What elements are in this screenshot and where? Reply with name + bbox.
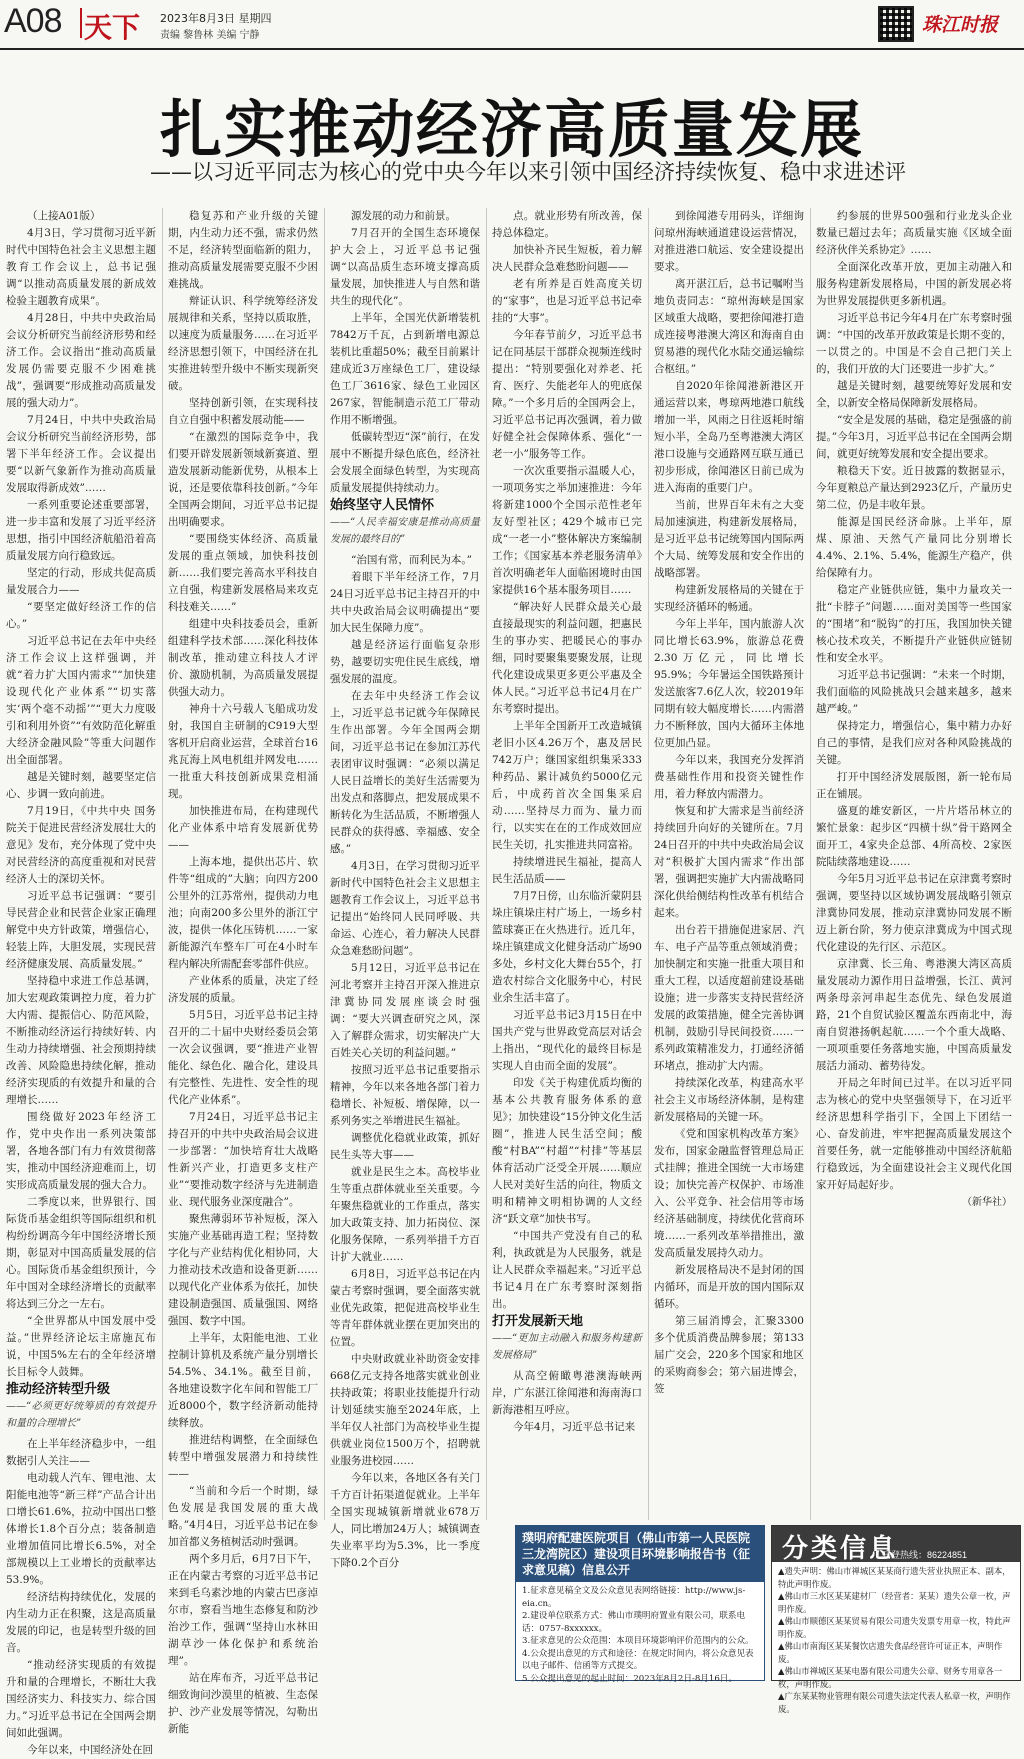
paragraph: 越是关键时刻，越要坚定信心、步调一致向前进。 (6, 771, 156, 800)
paragraph: 经济结构持续优化，发展的内生动力正在积聚，这是高质量发展的印记，也是转型升级的回音。 (6, 1591, 156, 1654)
paragraph: 产业体系的质量，决定了经济发展的质量。 (168, 975, 318, 1004)
paragraph: 一次次重要指示温暖人心，一项项务实之举加速推进：今年将新建1000个全国示范性老年友好型社区；429个城市已完成“一老一小”整体解决方案编制工作；《国家基本养老服务清单》首次明确老年人面临困境时由国家提供16个基本服务项目…… (492, 465, 642, 596)
paragraph: 7月召开的全国生态环境保护大会上，习近平总书记强调“以高品质生态环境支撑高质量发展，加快推进人与自然和谐共生的现代化”。 (330, 227, 480, 307)
paragraph: 6月8日，习近平总书记在内蒙古考察时强调，要全面落实就业优先政策，把促进高校毕业生等青年群体就业摆在更加突出的位置。 (330, 1268, 480, 1348)
paragraph: 加快补齐民生短板，着力解决人民群众急难愁盼问题—— (492, 244, 642, 273)
paragraph: 坚定的行动，形成共促高质量发展合力—— (6, 567, 156, 596)
section-name: 天下 (84, 11, 141, 44)
paragraph: 低碳转型迈“深”前行，在发展中不断提升绿色底色，经济社会发展全面绿色转型，为实现高质量发展提供持续动力。 (330, 431, 480, 494)
paragraph: 稳定产业链供应链，集中力量攻关一批“卡脖子”问题……面对美国等一些国家的“围堵”和“脱钩”的打压，我国加快关键核心技术攻关，不断提升产业链供应链韧性和安全水平。 (816, 584, 1012, 664)
paragraph: 今年上半年，国内旅游人次同比增长63.9%，旅游总花费2.30万亿元，同比增长95.9%；今年暑运全国铁路预计发送旅客7.6亿人次，较2019年同期有较大幅度增长……内需潜力不断释放，国内大循环主体地位更加凸显。 (654, 618, 804, 749)
classified-item: ▲佛山市顺德区某某贸易有限公司遗失发票专用章一枚，特此声明作废。 (778, 1616, 1011, 1639)
column-rule (810, 208, 811, 1520)
paragraph: 越是经济运行面临复杂形势，越要切实兜住民生底线，增强发展的温度。 (330, 639, 480, 685)
paragraph: 持续深化改革，构建高水平社会主义市场经济体制，是构建新发展格局的关键一环。 (654, 1077, 804, 1123)
article-column-4 (492, 208, 642, 1520)
paragraph: 习近平总书记强调：“未来一个时期，我们面临的风险挑战只会越来越多，越来越严峻。” (816, 669, 1012, 715)
paragraph: 着眼下半年经济工作，7月24日习近平总书记主持召开的中共中央政治局会议明确提出“要加大民生保障力度”。 (330, 571, 480, 634)
classified-ads (771, 1525, 1021, 1714)
paragraph: 盛夏的雄安新区，一片片塔吊林立的繁忙景象：起步区“四横十纵”骨干路网全面开工，4家央企总部、4所高校、2家医院陆续落地建设…… (816, 805, 1012, 868)
paragraph: “要围绕实体经济、高质量发展的重点领域，加快科技创新……我们要完善高水平科技自立自强，构建新发展格局来攻克科技难关……” (168, 533, 318, 613)
paragraph: 辩证认识、科学统筹经济发展规律和关系，坚持以质取胜，以速度为质量服务……在习近平经济思想引领下，中国经济在扎实推进转型升级中不断实现新突破。 (168, 295, 318, 392)
paragraph: 打开中国经济发展版图，新一轮布局正在铺展。 (816, 771, 1012, 800)
paragraph: 《党和国家机构改革方案》发布，国家金融监督管理总局正式挂牌；推进全国统一大市场建设；加快完善产权保护、市场准入、公平竞争、社会信用等市场经济基础制度，持续优化营商环境……一系列改革举措推出，激发高质量发展持久动力。 (654, 1128, 804, 1259)
page-number: A08 (4, 2, 62, 40)
paragraph: 5月12日，习近平总书记在河北考察并主持召开深入推进京津冀协同发展座谈会时强调：“要大兴调查研究之风，深入了解群众需求，切实解决广大百姓关心关切的利益问题。” (330, 962, 480, 1059)
classified-item: ▲佛山市禅城区某某电器有限公司遗失公章、财务专用章各一枚，声明作废。 (778, 1666, 1003, 1689)
paragraph: 坚持稳中求进工作总基调，加大宏观政策调控力度，着力扩大内需、提振信心、防范风险，不断推动经济运行持续好转、内生动力持续增强、社会预期持续改善、风险隐患持续化解，推动经济实现质的有效提升和量的合理增长…… (6, 975, 156, 1106)
paragraph: 习近平总书记3月15日在中国共产党与世界政党高层对话会上指出，“现代化的最终目标是实现人自由而全面的发展”。 (492, 1009, 642, 1072)
paragraph: 老有所养是百姓高度关切的“家事”，也是习近平总书记牵挂的“大事”。 (492, 278, 642, 324)
paragraph: “中国共产党没有自己的私利，执政就是为人民服务，就是让人民群众幸福起来。”习近平总书记4月在广东考察时深刻指出。 (492, 1230, 642, 1310)
paragraph: 上半年，太阳能电池、工业控制计算机及系统产量分别增长54.5%、34.1%。截至目前，各地建设数字化车间和智能工厂近8000个，数字经济新动能持续释放。 (168, 1332, 318, 1429)
paragraph: 5月5日，习近平总书记主持召开的二十届中央财经委员会第一次会议强调，要“推进产业智能化、绿色化、融合化，建设具有完整性、先进性、安全性的现代化产业体系”。 (168, 1009, 318, 1106)
paragraph: 自2020年徐闻港新港区开通运营以来，粤琼两地港口航线增加一半，风雨之日往返耗时缩短小半，全岛乃至粤港澳大湾区港口设施与交通路网互联互通已初步形成，徐闻港区日前已成为进入海南的重要门户。 (654, 380, 804, 494)
classified-item: ▲遗失声明：佛山市禅城区某某商行遗失营业执照正本、副本，特此声明作废。 (778, 1566, 1011, 1589)
paragraph: 围绕做好2023年经济工作，党中央作出一系列决策部署，各地各部门有力有效贯彻落实，推动中国经济迎难而上，切实形成高质量发展的强大合力。 (6, 1111, 156, 1191)
column-rule (486, 208, 487, 1520)
paragraph: 出台若干措施促进家居、汽车、电子产品等重点领域消费；加快制定和实施一批重大项目和重大工程，以适度超前建设基础设施；进一步落实支持民营经济发展的政策措施，健全完善协调机制，鼓励引导民间投资……一系列政策精准发力，打通经济循环堵点，推动扩大内需。 (654, 924, 804, 1072)
paragraph: 就业是民生之本。高校毕业生等重点群体就业至关重要。今年聚焦稳就业的工作重点，落实加大政策支持、加力拓岗位、深化服务保障，一系列举措千方百计扩大就业…… (330, 1166, 480, 1263)
paragraph: “治国有常，而利民为本。” (351, 554, 472, 566)
paragraph: 二季度以来，世界银行、国际货币基金组织等国际组织和机构纷纷调高今年中国经济增长预期，彰显对中国高质量发展的信心。国际货币基金组织预计，今年中国对全球经济增长的贡献率将达到三分之一左右。 (6, 1196, 156, 1310)
paragraph: 能源是国民经济命脉。上半年，原煤、原油、天然气产量同比分别增长4.4%、2.1%、5.4%，能源生产稳产，供给保障有力。 (816, 516, 1012, 579)
paragraph: 印发《关于构建优质均衡的基本公共教育服务体系的意见》；加快建设“15分钟文化生活圈”，推进人民生活空间；酸酸“村BA”“村超”“村排”等基层体育活动广泛受全开展……顺应人民对美好生活的向往，物质文明和精神文明相协调的人文经济“跃文章”加快书写。 (492, 1077, 642, 1225)
article-column-3 (330, 208, 480, 1569)
paragraph: 推进结构调整，在全面绿色转型中增强发展潜力和持续性—— (168, 1434, 318, 1480)
section-heading: 推动经济转型升级 (6, 1382, 111, 1397)
paragraph: 开局之年时间已过半。在以习近平同志为核心的党中央坚强领导下，在习近平经济思想科学指引下，全国上下团结一心、奋发前进，牢牢把握高质量发展这个首要任务，就一定能够推动中国经济航船行稳致远，为全面建设社会主义现代化国家开好局起好步。 (816, 1077, 1012, 1191)
paragraph: 在上半年经济稳步中，一组数据引人关注—— (6, 1438, 156, 1467)
paragraph: 新发展格局决不是封闭的国内循环，而是开放的国内国际双循环。 (654, 1264, 804, 1310)
notice-body (516, 1582, 764, 1688)
paragraph: 今年以来，中国经济处在回 (27, 1744, 153, 1756)
paragraph: 7月24日，习近平总书记主持召开的中共中央政治局会议进一步部署：“加快培育壮大战略性新兴产业，打造更多支柱产业”“要推动数字经济与先进制造业、现代服务业深度融合”。 (168, 1111, 318, 1208)
column-rule (324, 208, 325, 1520)
classified-phone: 刊登热线：86224851 (882, 1550, 968, 1560)
column-rule (648, 208, 649, 1520)
paragraph: “当前和今后一个时期，绿色发展是我国发展的重大战略。”4月4日，习近平总书记在参加首都义务植树活动时强调。 (168, 1485, 318, 1548)
paragraph: 今年以来，我国充分发挥消费基础性作用和投资关键性作用，着力释放内需潜力。 (654, 754, 804, 800)
paragraph: 京津冀、长三角、粤港澳大湾区高质量发展动力源作用日益增强，长江、黄河两条母亲河串起生态优先、绿色发展道路，21个自贸试验区覆盖东西南北中，海南自贸港扬帆起航……一个个重大战略、一项项重要任务落地实施，中国高质量发展活力涌动、蓄势待发。 (816, 958, 1012, 1072)
classified-item: ▲广东某某物业管理有限公司遗失法定代表人私章一枚，声明作废。 (778, 1691, 1011, 1714)
masthead-rule (0, 48, 1024, 50)
paragraph: 今年4月，习近平总书记来 (513, 1421, 636, 1433)
paragraph: （上接A01版） (27, 210, 101, 222)
notice-item: 5.公众提出意见的起止时间：2023年8月2日-8月16日。 (522, 1673, 737, 1684)
paragraph: 上半年全国新开工改造城镇老旧小区4.26万个，惠及居民742万户；继国家组织集采333种药品、累计减负约5000亿元后，中成药首次全国集采启动……坚持尽力而为、量力而行，以实实在在的工作成效回应民生关切，扎实推进共同富裕。 (492, 720, 642, 851)
paragraph: “要坚定做好经济工作的信心。” (6, 601, 156, 630)
paragraph: 按照习近平总书记重要指示精神，今年以来各地各部门着力稳增长、补短板、增保障，以一系列务实之举增进民生福祉。 (330, 1064, 480, 1127)
paragraph: 今年以来，各地区各有关门千方百计拓渠道促就业。上半年全国实现城镇新增就业678万人，同比增加24万人；城镇调查失业率平均为5.3%，比一季度下降0.2个百分 (330, 1472, 480, 1569)
column-rule (162, 208, 163, 1520)
masthead-divider (80, 8, 82, 38)
editors-line: 责编 黎鲁林 美编 宁静 (160, 30, 260, 41)
paragraph: 习近平总书记强调：“要引导民营企业和民营企业家正确理解党中央方针政策，增强信心，轻装上阵，大胆发展，实现民营经济健康发展、高质量发展。” (6, 890, 156, 970)
paragraph: 粮稳天下安。近日披露的数据显示，今年夏粮总产量达到2923亿斤，产量历史第二位，仍是丰收年景。 (816, 465, 1012, 511)
notice-item: 1.征求意见稿全文及公众意见表网络链接：http://www.js-eia.cn。 (522, 1586, 746, 1609)
paragraph: 坚持创新引领，在实现科技自立自强中积蓄发展动能—— (168, 397, 318, 426)
paragraph: 全面深化改革开放，更加主动融入和服务构建新发展格局，中国的新发展必将为世界发展提供更多新机遇。 (816, 261, 1012, 307)
section-heading: 打开发展新天地 (492, 1314, 584, 1329)
paragraph: 4月3日，在学习贯彻习近平新时代中国特色社会主义思想主题教育工作会议上，习近平总书记提出“始终同人民同呼吸、共命运、心连心，着力解决人民群众急难愁盼问题”。 (330, 860, 480, 957)
masthead (0, 0, 1024, 50)
notice-item: 2.建设单位联系方式：佛山市璞明府置业有限公司，联系电话：0757-8xxxxxx。 (522, 1611, 746, 1634)
paragraph: 一系列重要论述重要部署，进一步丰富和发展了习近平经济思想，指引中国经济航船沿着高质量发展方向行稳致远。 (6, 499, 156, 562)
paragraph: 加快推进布局，在构建现代化产业体系中培育发展新优势—— (168, 805, 318, 851)
paragraph: 4月28日，中共中央政治局会议分析研究当前经济形势和经济工作。会议指出“推动高质量发展仍需要克服不少困难挑战”，强调要“形成推动高质量发展的强大动力”。 (6, 312, 156, 409)
article-column-2 (168, 208, 318, 1735)
paragraph: 聚焦薄弱环节补短板，深入实施产业基础再造工程；坚持数字化与产业结构优化相协同，大力推动技术改造和设备更新……以现代化产业体系为依托，加快建设制造强国、质量强国、网络强国、数字中国。 (168, 1213, 318, 1327)
paragraph: 今年5月习近平总书记在京津冀考察时强调，要坚持以区域协调发展战略引领京津冀协同发展，推动京津冀协同发展不断迈上新台阶，努力使京津冀成为中国式现代化建设的先行区、示范区。 (816, 873, 1012, 953)
paragraph: 越是关键时刻，越要统筹好发展和安全，以新安全格局保障新发展格局。 (816, 380, 1012, 409)
classified-title: 分类信息 (782, 1534, 899, 1564)
news-agency-credit: （新华社） (962, 1197, 1012, 1208)
section-heading: 始终坚守人民情怀 (330, 498, 435, 513)
paragraph: “解决好人民群众最关心最直接最现实的利益问题，把惠民生的事办实、把暖民心的事办细，同时要聚集要聚发展，让现代化建设成果更多更公平惠及全体人民。”习近平总书记4月在广东考察时提出。 (492, 601, 642, 715)
paragraph: 今年春节前夕，习近平总书记在同基层干部群众视频连线时提出：“特别要强化对养老、托育、医疗、失能老年人的兜底保障。”一个多月后的全国两会上，习近平总书记再次强调，着力做好健全社会保障体系、强化“一老一小”服务等工作。 (492, 329, 642, 460)
section-subheading: ——“更加主动融入和服务构建新发展格局” (492, 1333, 642, 1361)
article-column-5 (654, 208, 804, 1520)
paragraph: 调整优化稳就业政策，抓好民生头等大事—— (330, 1132, 480, 1161)
paragraph: 中央财政就业补助资金安排668亿元支持各地落实就业创业扶持政策；将职业技能提升行动计划延续实施至2024年底，上半年仅人社部门为高校毕业生提供就业岗位1500万个，招聘就业服务进校园…… (330, 1353, 480, 1467)
paragraph: 7月24日，中共中央政治局会议分析研究当前经济形势，部署下半年经济工作。会议提出要“以新气象新作为推动高质量发展取得新成效”…… (6, 414, 156, 494)
paragraph: “全世界都从中国发展中受益。”世界经济论坛主席施瓦布说，中国5%左右的全年经济增长目标令人鼓舞。 (6, 1315, 156, 1378)
article-column-1 (6, 208, 156, 1756)
paragraph: 站在库布齐，习近平总书记细致询问沙漠里的植被、生态保护、沙产业发展等情况，勾勒出新能 (168, 1672, 318, 1735)
classified-header (772, 1526, 1020, 1562)
paragraph: 上半年，全国光伏新增装机7842万千瓦，占到新增电源总装机比重超50%；截至目前累计建成近3万座绿色工厂，建设绿色工厂3616家、绿色工业园区267家，智能制造示范工厂带动作用不断增强。 (330, 312, 480, 426)
paragraph: 电动载人汽车、锂电池、太阳能电池等“新三样”产品合计出口增长61.6%，拉动中国出口整体增长1.8个百分点；装备制造业增加值同比增长6.5%，对全部规模以上工业增长的贡献率达53.9%。 (6, 1472, 156, 1586)
notice-item: 3.征求意见的公众范围：本项目环境影响评价范围内的公众。 (522, 1636, 754, 1646)
newspaper-logo: 珠江时报 (922, 14, 999, 36)
classified-item: ▲佛山市南海区某某餐饮店遗失食品经营许可证正本，声明作废。 (778, 1641, 1003, 1664)
section-subheading: ——“必须更好统筹质的有效提升和量的合理增长” (6, 1401, 156, 1429)
paragraph: 习近平总书记在去年中央经济工作会议上这样强调，并就“着力扩大国内需求”“加快建设现代化产业体系”“切实落实‘两个毫不动摇’”“更大力度吸引和利用外资”“有效防范化解重大经济金融风险”等重大问题作出全面部署。 (6, 635, 156, 766)
paragraph: 两个多月后，6月7日下午，正在内蒙古考察的习近平总书记来到毛乌素沙地的内蒙古巴彦淖尔市，察看当地生态修复和防沙治沙工作，强调“坚持山水林田湖草沙一体化保护和系统治理”。 (168, 1553, 318, 1667)
paragraph: 保持定力，增强信心，集中精力办好自己的事情，是我们应对各种风险挑战的关键。 (816, 720, 1012, 766)
paragraph: 持续增进民生福祉，提高人民生活品质—— (492, 856, 642, 885)
paragraph: 上海本地，提供出芯片、软件等“组成的”大脑；向四方200公里外的江苏常州，提供动力电池；向南200多公里外的浙江宁波，提供一体化压铸机……一家新能源汽车整车厂可在4小时车程内解决所需配套零部件供应。 (168, 856, 318, 970)
paragraph: 点。就业形势有所改善，保持总体稳定。 (492, 210, 642, 239)
paragraph: 从高空俯瞰粤港澳海峡两岸，广东湛江徐闻港和海南海口新海港相互呼应。 (492, 1370, 642, 1416)
notice-item: 4.公众提出意见的方式和途径：在规定时间内，将公众意见表以电子邮件、信函等方式提交。 (522, 1648, 754, 1671)
paragraph: “在激烈的国际竞争中，我们要开辟发展新领域新赛道、塑造发展新动能新优势，从根本上说，还是要依靠科技创新。”今年全国两会期间，习近平总书记提出明确要求。 (168, 431, 318, 528)
paragraph: 离开湛江后，总书记嘱咐当地负责同志：“琼州海峡是国家区域重大战略，要把徐闻港打造成连接粤港澳大湾区和海南自由贸易港的现代化水陆交通运输综合枢纽。” (654, 278, 804, 375)
paragraph: 到徐闻港专用码头，详细询问琼州海峡通道建设运营情况，对推进港口航运、安全建设提出要求。 (654, 210, 804, 273)
paragraph: 约参展的世界500强和行业龙头企业数量已超过去年；高质量实施《区域全面经济伙伴关系协定》…… (816, 210, 1012, 256)
paragraph: 源发展的动力和前景。 (351, 210, 456, 222)
environmental-notice-ad (515, 1525, 765, 1684)
classified-item: ▲佛山市三水区某某建材厂（经营者：某某）遗失公章一枚，声明作废。 (778, 1591, 1011, 1614)
paragraph: 第三届消博会，汇聚3300多个优质消费品牌参展；第133届广交会，220多个国家和地区的采购商参会；第六届进博会，签 (654, 1315, 804, 1395)
paragraph: 7月7日傍，山东临沂蒙阴县垛庄镇垛庄村广场上，一场乡村篮球赛正在火热进行。近几年，垛庄镇建成文化健身活动广场90多处，乡村文化大舞台55个，打造农村综合文化服务中心，村民业余生活丰富了。 (492, 890, 642, 1004)
paragraph: 在去年中央经济工作会议上，习近平总书记就今年保障民生作出部署。今年全国两会期间，习近平总书记在参加江苏代表团审议时强调：“必须以满足人民日益增长的美好生活需要为出发点和落脚点，把发展成果不断转化为生活品质，不断增强人民群众的获得感、幸福感、安全感。” (330, 690, 480, 855)
paragraph: 稳复苏和产业升级的关键期，内生动力还不强，需求仍然不足，经济转型面临新的阻力，推动高质量发展需要克服不少困难挑战。 (168, 210, 318, 290)
paragraph: 习近平总书记今年4月在广东考察时强调：“中国的改革开放政策是长期不变的，一以贯之的。中国是不会自己把门关上的，我们开放的大门还要进一步扩大。” (816, 312, 1012, 375)
article-column-6 (816, 208, 1012, 1520)
paragraph: 神舟十六号载人飞船成功发射，我国自主研制的C919大型客机开启商业运营，全球首台16兆瓦海上风电机组并网发电……一批重大科技创新成果竞相涌现。 (168, 703, 318, 800)
paragraph: 恢复和扩大需求是当前经济持续回升向好的关键所在。7月24日召开的中共中央政治局会议对“积极扩大国内需求”作出部署，强调把实施扩大内需战略同深化供给侧结构性改革有机结合起来。 (654, 805, 804, 919)
classified-body (772, 1562, 1020, 1718)
paragraph: 组建中央科技委员会，重新组建科学技术部……深化科技体制改革，推动建立科技人才评价、激励机制，为高质量发展提供强大动力。 (168, 618, 318, 698)
paragraph: “推动经济实现质的有效提升和量的合理增长，不断壮大我国经济实力、科技实力、综合国力。”习近平总书记在全国两会期间如此强调。 (6, 1659, 156, 1739)
article-subtitle: ——以习近平同志为核心的党中央今年以来引领中国经济持续恢复、稳中求进述评 (150, 160, 906, 184)
paragraph: 7月19日，《中共中央 国务院关于促进民营经济发展壮大的意见》发布，充分体现了党中央对民营经济的高度重视和对民营经济人士的深切关怀。 (6, 805, 156, 885)
paragraph: 4月3日，学习贯彻习近平新时代中国特色社会主义思想主题教育工作会议上，总书记强调“以推动高质量发展的新成效检验主题教育成果”。 (6, 227, 156, 307)
qr-code-icon (878, 6, 914, 42)
paragraph: 当前，世界百年未有之大变局加速演进，构建新发展格局，是习近平总书记统筹国内国际两个大局、统筹发展和安全作出的战略部署。 (654, 499, 804, 579)
article-headline: 扎实推动经济高质量发展 (159, 93, 864, 166)
paragraph: “安全是发展的基础，稳定是强盛的前提。”今年3月，习近平总书记在全国两会期间，就更好统筹发展和安全提出要求。 (816, 414, 1012, 460)
section-subheading: ——“人民幸福安康是推动高质量发展的最终目的” (330, 517, 480, 545)
issue-date: 2023年8月3日 星期四 (160, 12, 272, 25)
paragraph: 构建新发展格局的关键在于实现经济循环的畅通。 (654, 584, 804, 613)
notice-title: 璞明府配建医院项目（佛山市第一人民医院三龙湾院区）建设项目环境影响报告书（征求意见稿）信息公开 (516, 1526, 764, 1582)
